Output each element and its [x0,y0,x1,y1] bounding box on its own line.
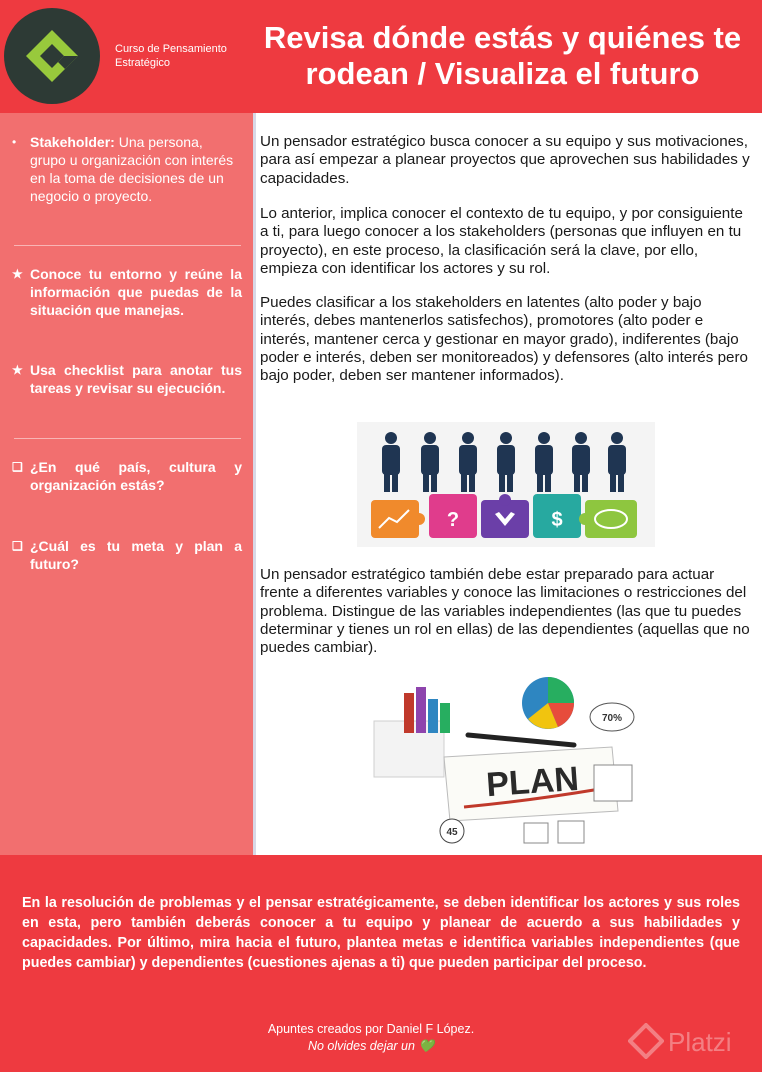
footer-summary: En la resolución de problemas y el pensar estratégicamente, se deben identificar los actores y sus roles en esta, pero también deberás conocer a tu equipo y planear de acuerdo a sus habilidades y capacidades. Por último, mira hacia el futuro, plantea metas e identifica variables independientes (que puedes cambiar) y dependientes (cuestiones ajenas a ti) que pueden participar del proceso. [22,895,740,971]
checkbox-icon: ❑ [12,460,23,474]
green-heart-icon: 💚 [418,1039,435,1053]
logo-diamond-icon [24,28,80,84]
stakeholder-definition [12,133,242,205]
reminder-text: No olvides dejar un [307,1039,415,1053]
watermark-text: Platzi [668,1027,732,1057]
paragraph-motivations: Un pensador estratégico busca conocer a su equipo y sus motivaciones, para así empezar a planear proyectos que aprovechen sus habilidades y capacidades. [260,133,750,187]
sidebar [0,113,253,855]
footer-banner [0,855,762,1072]
paragraph-classification: Puedes clasificar a los stakeholders en latentes (alto poder y bajo interés, debes mantenerlos satisfechos), promotores (alto poder e interés, mantener cerca y gestionar en mayor grado), indiferentes (bajo poder e interés, deben ser monitoreados) y defensores (alto interés pero bajo poder, deben ser mantener informados). [260,294,748,385]
stakeholder-text: Una persona, grupo u organización con interés en la toma de decisiones de un negocio o proyecto. [30,134,234,204]
plan-percent-label: 70% [601,713,623,724]
tip-item [12,361,242,397]
bullet-dot-icon: • [12,135,17,149]
stakeholders-puzzle-image [357,422,655,547]
sidebar-edge [253,113,256,855]
divider [14,438,241,439]
question-text: ¿En qué país, cultura y organización estás? [30,459,242,493]
tip-text: Conoce tu entorno y reúne la información que puedas de la situación que manejas. [30,266,242,318]
page-title: Revisa dónde estás y quiénes te rodean / Visualiza el futuro [263,20,742,91]
platzi-watermark-icon [628,1023,664,1059]
divider [14,245,241,246]
checkbox-icon: ❑ [12,539,23,553]
plan-word: PLAN [485,759,581,805]
question-item [12,458,242,494]
paragraph-context: Lo anterior, implica conocer el contexto de tu equipo, y por consiguiente a ti, para luego conocer a los stakeholders (personas que influyen en tu proyecto), en este proceso, la clasificación será la clave, por ello, empieza con identificar los actores y su rol. [260,205,743,277]
author-credit: Apuntes creados por Daniel F López. [267,1022,475,1036]
star-icon: ★ [12,363,23,377]
stakeholder-term: Stakeholder: [30,134,115,150]
platzi-logo [4,8,100,104]
tip-text: Usa checklist para anotar tus tareas y revisar su ejecución. [30,362,242,396]
puzzle-dollar-sign: $ [551,509,563,531]
course-name: Curso de Pensamiento Estratégico [115,43,227,69]
platzi-watermark [628,1023,758,1063]
header-banner [0,0,762,113]
star-icon: ★ [12,267,23,281]
paragraph-variables: Un pensador estratégico también debe estar preparado para actuar frente a diferentes variables y conoce las limitaciones o restricciones del problema. Distingue de las variables independientes (las que tu puedes determinar y tienes un rol en ellas) de las dependientes (aquellas que no puedes cambiar). [260,566,750,657]
question-text: ¿Cuál es tu meta y plan a futuro? [30,538,242,572]
plan-sketch-image [368,673,646,849]
plan-number-label: 45 [446,827,458,838]
question-item [12,537,242,573]
puzzle-question-mark: ? [446,509,460,531]
tip-item [12,265,242,319]
